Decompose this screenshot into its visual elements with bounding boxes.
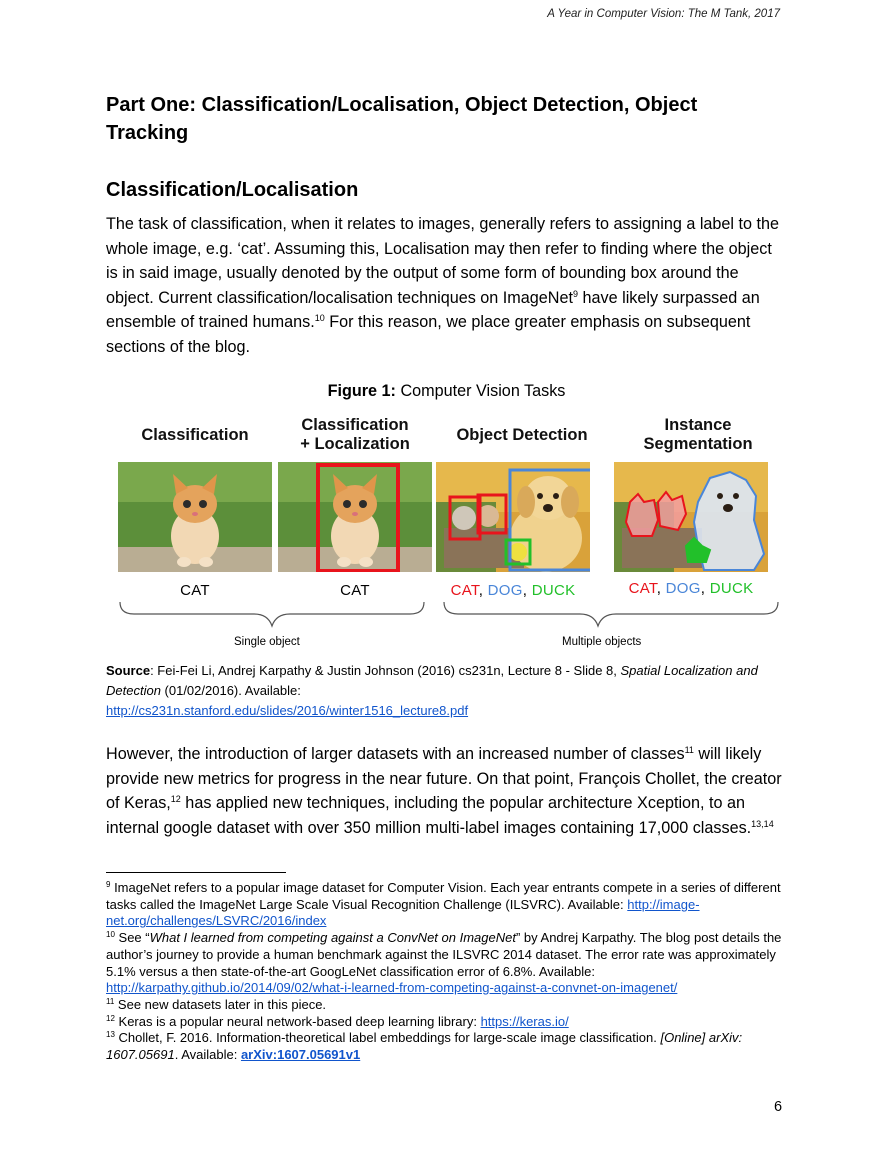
title-classification: Classification: [141, 426, 249, 444]
part-title: Part One: Classification/Localisation, Object Detection, Object Tracking: [106, 94, 698, 144]
footnote-11-text: See new datasets later in this piece.: [114, 996, 327, 1012]
intro-paragraph: [106, 212, 788, 360]
grouping-braces: [114, 600, 786, 636]
title-loc-line2: + Localization: [300, 435, 410, 453]
footnote-separator: [106, 872, 286, 873]
footnote-ref-9[interactable]: 9: [573, 288, 579, 299]
datasets-text-1: However, the introduction of larger datasets with an increased number of classes: [106, 745, 685, 763]
label-segmentation: [614, 580, 768, 597]
label-seg-dog: DOG: [665, 580, 701, 597]
source-italic-title: Spatial Localization and Detection: [106, 663, 758, 698]
label-detection: [436, 582, 590, 599]
label-det-cat: CAT: [450, 582, 479, 599]
footnote-10-italic: What I learned from competing against a ConvNet on ImageNet: [149, 930, 516, 946]
title-object-detection: Object Detection: [456, 426, 588, 444]
localization-image: [278, 462, 432, 572]
footnote-ref-13-14[interactable]: 13,14: [751, 818, 774, 829]
label-classification: CAT: [180, 582, 210, 599]
source-text-2: (01/02/2016). Available:: [160, 683, 301, 698]
cat1-mask: [626, 494, 658, 536]
multiple-objects-brace: [444, 602, 778, 626]
intro-text-1: The task of classification, when it relates to images, generally refers to assigning a label to the whole image, e.g. ‘cat’. Assuming this, Localisation may then refer to finding where the object is in said image, usually denoted by the output of some form of bounding box around the object. Current classification/localisation techniques on ImageNet: [106, 215, 780, 307]
footnote-10-number: 10: [106, 930, 115, 940]
single-object-brace: [120, 602, 424, 626]
label-seg-sep2: ,: [700, 580, 710, 597]
footnote-12: [106, 1014, 788, 1031]
figure-caption: [0, 382, 893, 401]
footnote-12-number: 12: [106, 1013, 115, 1023]
section-title: Classification/Localisation: [106, 179, 359, 201]
label-det-duck: DUCK: [531, 582, 576, 599]
footnote-13: [106, 1030, 788, 1063]
multiple-objects-label: Multiple objects: [562, 636, 642, 648]
detection-image: [436, 462, 590, 572]
footnote-ref-12[interactable]: 12: [170, 794, 181, 805]
datasets-paragraph: [106, 742, 788, 840]
footnote-13-italic: [Online] arXiv: 1607.05691: [106, 1030, 743, 1063]
footnote-11-number: 11: [106, 996, 115, 1006]
footnote-9: [106, 880, 788, 930]
footnote-13-text-1: Chollet, F. 2016. Information-theoretical label embeddings for large-scale image classification.: [114, 1030, 661, 1046]
source-label: Source: [106, 663, 151, 678]
figure-source: [106, 661, 766, 721]
label-seg-duck: DUCK: [709, 580, 754, 597]
footnote-12-text: Keras is a popular neural network-based deep learning library:: [114, 1013, 481, 1029]
footnote-9-link[interactable]: http://image-net.org/challenges/LSVRC/2016/index: [106, 896, 700, 929]
source-link[interactable]: http://cs231n.stanford.edu/slides/2016/winter1516_lecture8.pdf: [106, 703, 469, 718]
footnote-10-text-2: ” by Andrej Karpathy. The blog post details the author’s journey to provide a human benchmark against the ILSVRC 2014 dataset. The error rate was approximately 5.1% versus a then state-of-the-art GoogLeNet classification error of 6.8%. Available:: [106, 930, 782, 979]
footnotes: [106, 880, 788, 1064]
footnote-ref-10[interactable]: 10: [314, 313, 325, 324]
footnote-ref-11[interactable]: 11: [684, 745, 694, 755]
figure-cv-tasks: [114, 412, 786, 652]
single-object-label: Single object: [234, 636, 300, 648]
footnote-10: [106, 930, 788, 997]
footnote-9-text: ImageNet refers to a popular image dataset for Computer Vision. Each year entrants compete in a series of different tasks called the ImageNet Large Scale Visual Recognition Challenge (ILSVRC). Available:: [106, 880, 781, 912]
intro-text-2: have likely surpassed an ensemble of trained humans.: [106, 288, 760, 332]
figure-label: Figure 1:: [327, 382, 396, 400]
title-seg-line2: Segmentation: [643, 435, 753, 453]
datasets-text-3: has applied new techniques, including the popular architecture Xception, to an internal google dataset with over 350 million multi-label images containing 17,000 classes.: [106, 794, 752, 837]
figure-caption-text: Computer Vision Tasks: [395, 382, 566, 400]
label-localization: CAT: [340, 582, 370, 599]
footnote-10-link[interactable]: http://karpathy.github.io/2014/09/02/what-i-learned-from-competing-against-a-convnet-on-imagenet/: [106, 980, 678, 996]
footnote-11: [106, 997, 788, 1014]
label-seg-cat: CAT: [628, 580, 657, 597]
footnote-9-number: 9: [106, 880, 111, 889]
datasets-text-2: will likely provide new metrics for progress in the near future. On that point, François Chollet, the creator of Keras,: [106, 745, 782, 813]
footnote-12-link[interactable]: https://keras.io/: [480, 1013, 569, 1029]
footnote-10-text-1: See “: [114, 930, 150, 946]
classification-image: [118, 462, 272, 572]
running-header: A Year in Computer Vision: The M Tank, 2017: [547, 8, 780, 20]
label-seg-sep1: ,: [656, 580, 666, 597]
title-seg-line1: Instance: [664, 416, 732, 434]
title-classification-localization: [276, 416, 434, 454]
source-text-1: : Fei-Fei Li, Andrej Karpathy & Justin Johnson (2016) cs231n, Lecture 8 - Slide 8,: [150, 663, 621, 678]
footnote-13-number: 13: [106, 1030, 115, 1040]
title-instance-segmentation: [610, 416, 786, 454]
footnote-13-text-2: . Available:: [174, 1047, 241, 1063]
segmentation-image: [614, 462, 768, 572]
label-det-sep1: ,: [478, 582, 488, 599]
footnote-13-link[interactable]: arXiv:1607.05691v1: [240, 1047, 361, 1063]
page-number: 6: [774, 1099, 783, 1115]
title-loc-line1: Classification: [301, 416, 409, 434]
label-det-dog: DOG: [487, 582, 523, 599]
intro-text-3: For this reason, we place greater emphasis on subsequent sections of the blog.: [106, 313, 751, 356]
label-det-sep2: ,: [522, 582, 532, 599]
